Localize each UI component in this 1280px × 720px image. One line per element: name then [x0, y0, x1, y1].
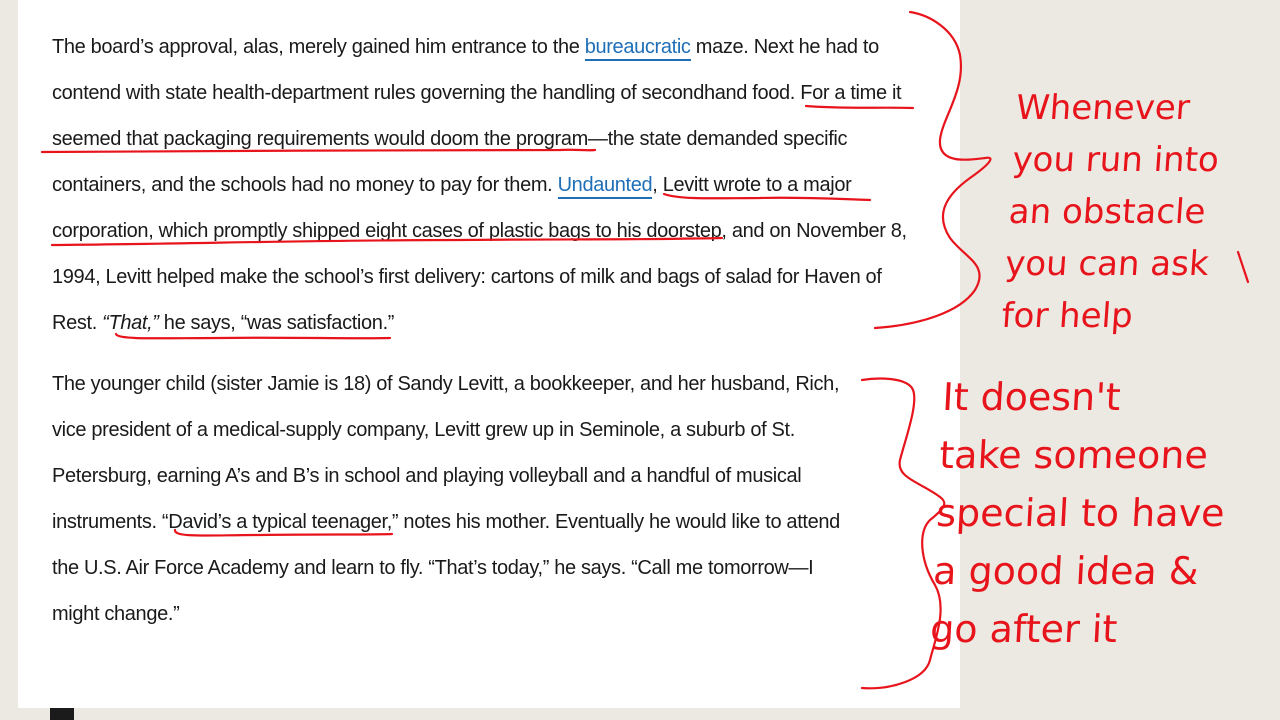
p2-line-5: [52, 557, 813, 580]
p1-line-5: [52, 220, 907, 243]
note2-line-5: go after it: [929, 607, 1119, 651]
p2-line-1: [52, 373, 839, 396]
p2-l2-text: vice president of a medical-supply company, Levitt grew up in Seminole, a suburb of St.: [52, 419, 795, 441]
p1-l7-text-b: he says, “was satisfaction.”: [158, 312, 395, 334]
that-quote: “That,”: [102, 312, 159, 334]
note2-line-4: a good idea &: [932, 549, 1200, 593]
p1-l6-text: 1994, Levitt helped make the school’s first delivery: cartons of milk and bags of salad for Haven of: [52, 266, 882, 288]
p1-l4-text-b: , Levitt wrote to a major: [652, 174, 852, 196]
p1-line-1: [52, 36, 879, 59]
p2-l3-text: Petersburg, earning A’s and B’s in school and playing volleyball and a handful of musical: [52, 465, 802, 487]
note1-line-3: an obstacle: [1007, 192, 1207, 232]
p2-l6-text: might change.”: [52, 603, 180, 625]
note1-line-5: for help: [1000, 296, 1135, 336]
p1-line-3: [52, 128, 847, 151]
p2-l1-text: The younger child (sister Jamie is 18) of Sandy Levitt, a bookkeeper, and her husband, Rich,: [52, 373, 840, 395]
note2: [929, 368, 1232, 658]
p1-line-2: [52, 82, 901, 105]
p2-line-3: [52, 465, 801, 488]
note2-line-3: special to have: [935, 491, 1226, 535]
note1-line-2: you run into: [1011, 140, 1221, 180]
note1: [1000, 82, 1224, 342]
note1-line-1: Whenever: [1014, 88, 1192, 128]
p1-line-4: [52, 174, 851, 197]
bureaucratic-link[interactable]: bureaucratic: [585, 36, 691, 61]
document-page: [18, 0, 960, 708]
p2-l4-text: instruments. “David’s a typical teenager,” notes his mother. Eventually he would like to attend: [52, 511, 840, 533]
p1-l4-text-a: containers, and the schools had no money to pay for them.: [52, 174, 558, 196]
p1-line-7: [52, 312, 394, 335]
p1-l1-text-a: The board’s approval, alas, merely gained him entrance to the: [52, 36, 585, 58]
p1-l5-text: corporation, which promptly shipped eight cases of plastic bags to his doorstep, and on November 8,: [52, 220, 907, 242]
note1-line-4: you can ask: [1003, 244, 1211, 284]
p2-line-2: [52, 419, 795, 442]
p1-l2-text: contend with state health-department rules governing the handling of secondhand food. For a time it: [52, 82, 902, 104]
p1-l1-text-b: maze. Next he had to: [690, 36, 879, 58]
note2-line-1: It doesn't: [941, 375, 1122, 419]
undaunted-link[interactable]: Undaunted: [558, 174, 653, 199]
note2-line-2: take someone: [938, 433, 1210, 477]
p1-line-6: [52, 266, 882, 289]
p2-line-4: [52, 511, 840, 534]
slide-corner-mark: [50, 708, 74, 720]
note1-tail: [1238, 252, 1248, 282]
p2-line-6: [52, 603, 179, 626]
p2-l5-text: the U.S. Air Force Academy and learn to fly. “That’s today,” he says. “Call me tomorrow—I: [52, 557, 814, 579]
p1-l7-text-a: Rest.: [52, 312, 103, 334]
p1-l3-text: seemed that packaging requirements would doom the program—the state demanded specific: [52, 128, 848, 150]
